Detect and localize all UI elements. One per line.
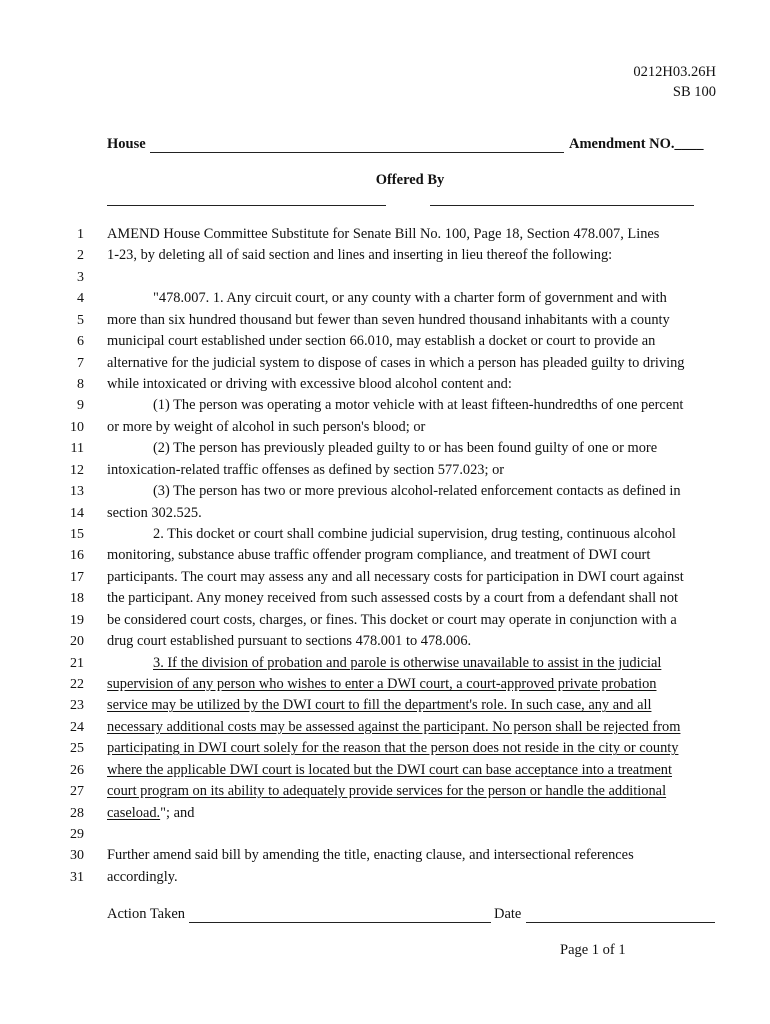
line-number: 28 xyxy=(70,805,84,821)
line-number: 10 xyxy=(70,419,84,435)
line-number: 4 xyxy=(77,291,84,307)
line-text xyxy=(107,867,178,889)
line-text-content: supervision of any person who wishes to enter a DWI court, a court-approved private probation xyxy=(107,676,657,693)
line-number: 2 xyxy=(77,248,84,264)
line-text xyxy=(107,288,667,310)
line-number: 20 xyxy=(70,634,84,650)
line-number: 7 xyxy=(77,355,84,371)
line-number: 29 xyxy=(70,827,84,843)
line-text-content: where the applicable DWI court is located but the DWI court can base acceptance into a treatment xyxy=(107,761,672,778)
line-text xyxy=(107,481,681,503)
offered-by-line-left xyxy=(107,205,386,206)
line-text-content: the participant. Any money received from such assessed costs by a court from a defendant shall not xyxy=(107,590,679,607)
line-text-tail: "; and xyxy=(160,804,195,821)
line-text xyxy=(107,567,684,589)
action-taken-label: Action Taken xyxy=(107,906,186,922)
line-number: 23 xyxy=(70,698,84,714)
line-number: 25 xyxy=(70,741,84,757)
line-text xyxy=(107,524,676,546)
line-text xyxy=(107,245,612,267)
line-number: 14 xyxy=(70,505,84,521)
line-text xyxy=(107,374,512,396)
line-text xyxy=(107,803,194,825)
line-number: 5 xyxy=(77,312,84,328)
line-text xyxy=(107,845,634,867)
amendment-number-label: Amendment NO.____ xyxy=(569,136,704,152)
line-text xyxy=(107,224,659,246)
line-number: 3 xyxy=(77,269,84,285)
line-text-content: (3) The person has two or more previous alcohol-related enforcement contacts as defined in xyxy=(153,483,681,500)
line-number: 22 xyxy=(70,677,84,693)
line-text-content: Further amend said bill by amending the title, enacting clause, and intersectional references xyxy=(107,847,634,864)
line-text xyxy=(107,460,504,482)
line-text xyxy=(107,545,650,567)
line-text-content: 3. If the division of probation and parole is otherwise unavailable to assist in the judicial xyxy=(153,654,662,671)
line-text-content: court program on its ability to adequately provide services for the person or handle the additional xyxy=(107,783,667,800)
line-text xyxy=(107,738,678,760)
line-text-content: while intoxicated or driving with excessive blood alcohol content and: xyxy=(107,376,512,392)
line-text-content: intoxication-related traffic offenses as defined by section 577.023; or xyxy=(107,461,505,478)
line-text xyxy=(107,331,655,353)
line-text-content: more than six hundred thousand but fewer than seven hundred thousand inhabitants with a county xyxy=(107,311,670,328)
line-text-content: participants. The court may assess any and all necessary costs for participation in DWI court against xyxy=(107,568,684,585)
line-number: 19 xyxy=(70,612,84,628)
line-text xyxy=(107,353,684,375)
line-text-content: AMEND House Committee Substitute for Senate Bill No. 100, Page 18, Section 478.007, Lines xyxy=(107,226,660,242)
line-text-content: participating in DWI court solely for the reason that the person does not reside in the city or county xyxy=(107,740,679,757)
line-text-content: municipal court established under section 66.010, may establish a docket or court to provide an xyxy=(107,333,656,350)
line-text xyxy=(107,395,683,417)
line-number: 31 xyxy=(70,869,84,885)
line-text-content: be considered court costs, charges, or fines. This docket or court may operate in conjunction with a xyxy=(107,611,677,628)
line-text-content: (2) The person has previously pleaded guilty to or has been found guilty of one or more xyxy=(153,440,658,457)
line-number: 8 xyxy=(77,377,84,392)
line-text-content: service may be utilized by the DWI court to fill the department's role. In such case, any and all xyxy=(107,697,652,714)
page-number: Page 1 of 1 xyxy=(560,942,626,958)
line-text xyxy=(107,717,680,739)
line-text xyxy=(107,310,670,332)
line-number: 6 xyxy=(77,334,84,350)
line-text xyxy=(107,760,672,782)
action-taken-line xyxy=(189,922,491,923)
line-text xyxy=(107,781,666,803)
line-text-content: alternative for the judicial system to dispose of cases in which a person has pleaded guilty to driving xyxy=(107,354,685,371)
line-text xyxy=(107,695,651,717)
house-label: House xyxy=(107,136,146,152)
line-text xyxy=(107,503,202,525)
line-text-content: (1) The person was operating a motor vehicle with at least fifteen-hundredths of one percent xyxy=(153,397,684,414)
line-text xyxy=(107,631,471,653)
line-number: 13 xyxy=(70,484,84,500)
offered-by-line-right xyxy=(430,205,694,206)
line-text xyxy=(107,438,657,460)
bill-number: SB 100 xyxy=(672,84,716,100)
line-number: 18 xyxy=(70,591,84,607)
line-text xyxy=(107,610,677,632)
line-number: 24 xyxy=(70,719,84,735)
date-label: Date xyxy=(494,906,522,922)
line-number: 16 xyxy=(70,548,84,564)
line-text-content: or more by weight of alcohol in such person's blood; or xyxy=(107,418,426,435)
line-number: 12 xyxy=(70,462,84,478)
line-text xyxy=(107,653,661,675)
line-number: 9 xyxy=(77,398,84,414)
line-number: 17 xyxy=(70,569,84,585)
line-text-content: 2. This docket or court shall combine judicial supervision, drug testing, continuous alcohol xyxy=(153,526,676,543)
line-number: 21 xyxy=(70,655,84,671)
offered-by-label: Offered By xyxy=(375,172,445,188)
line-number: 1 xyxy=(77,227,84,242)
house-blank-line xyxy=(150,152,564,153)
line-text-content: drug court established pursuant to sections 478.001 to 478.006. xyxy=(107,633,472,650)
line-number: 27 xyxy=(70,784,84,800)
document-code: 0212H03.26H xyxy=(633,64,716,80)
line-text-content: "478.007. 1. Any circuit court, or any county with a charter form of government and with xyxy=(153,290,667,307)
line-text-content: accordingly. xyxy=(107,868,178,885)
date-line xyxy=(526,922,715,923)
line-number: 11 xyxy=(70,441,84,457)
line-number: 15 xyxy=(70,527,84,543)
line-text-content: 1-23, by deleting all of said section and lines and inserting in lieu thereof the following: xyxy=(107,247,613,264)
line-text xyxy=(107,674,656,696)
line-text xyxy=(107,588,678,610)
line-text-content: caseload. xyxy=(107,804,161,821)
line-text-content: necessary additional costs may be assessed against the participant. No person shall be rejected from xyxy=(107,718,681,735)
line-text-content: section 302.525. xyxy=(107,504,202,521)
line-text xyxy=(107,417,425,439)
line-text-content: monitoring, substance abuse traffic offender program compliance, and treatment of DWI court xyxy=(107,547,651,564)
line-number: 30 xyxy=(70,848,84,864)
line-number: 26 xyxy=(70,762,84,778)
